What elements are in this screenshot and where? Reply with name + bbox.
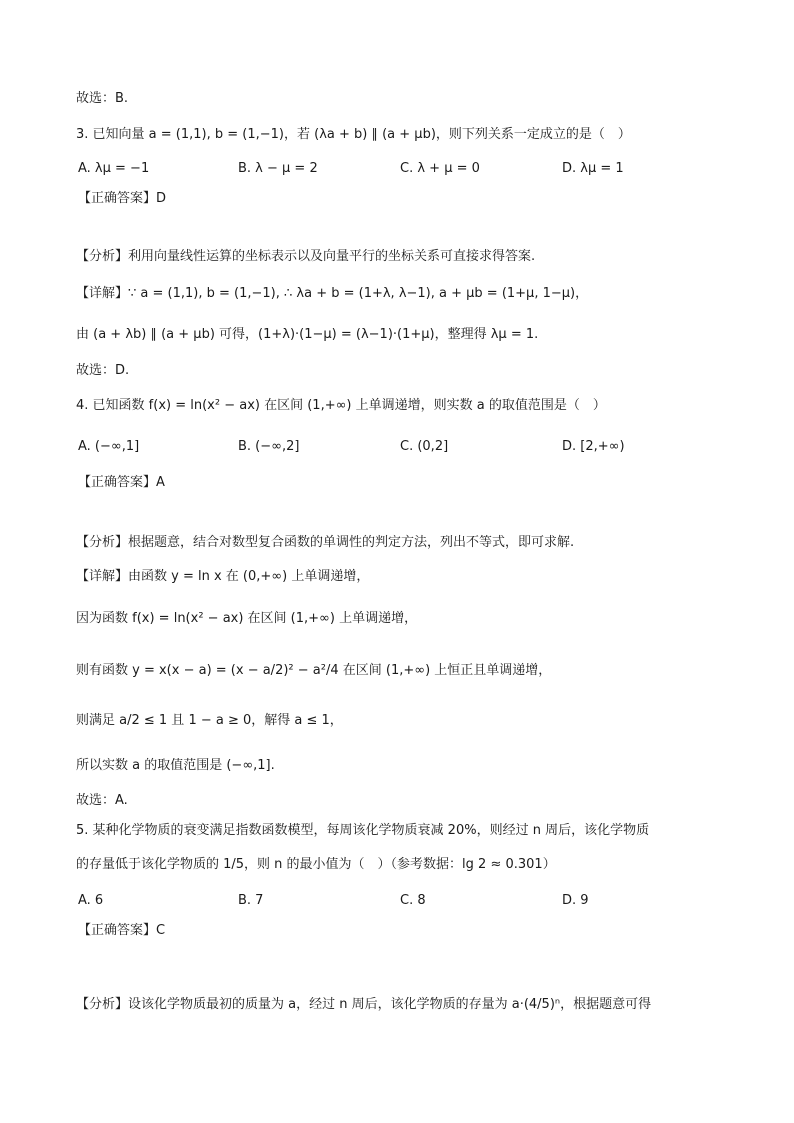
text-line: 故选：A. bbox=[76, 793, 128, 808]
option-c: C. (0,2] bbox=[400, 439, 449, 454]
option-b: B. (−∞,2] bbox=[238, 439, 300, 454]
question-3: 3. 已知向量 a = (1,1), b = (1,−1)，若 (λa + b) ∥ (a + μb)，则下列关系一定成立的是（ ） bbox=[76, 127, 631, 142]
detail: 由 (a + λb) ∥ (a + μb) 可得，(1+λ)·(1−μ) = (λ−1)·(1+μ)，整理得 λμ = 1. bbox=[76, 327, 539, 342]
detail: 【详解】由函数 y = ln x 在 (0,+∞) 上单调递增， bbox=[76, 569, 370, 584]
correct-answer: 【正确答案】A bbox=[78, 475, 165, 490]
option-a: A. λμ = −1 bbox=[78, 161, 150, 176]
detail: 所以实数 a 的取值范围是 (−∞,1]. bbox=[76, 758, 275, 773]
option-a: A. (−∞,1] bbox=[78, 439, 140, 454]
option-d: D. [2,+∞) bbox=[562, 439, 625, 454]
text-line: 故选：B. bbox=[76, 91, 129, 106]
option-c: C. λ + μ = 0 bbox=[400, 161, 480, 176]
option-a: A. 6 bbox=[78, 893, 104, 908]
analysis: 【分析】设该化学物质最初的质量为 a，经过 n 周后，该化学物质的存量为 a·(4/5)ⁿ，根据题意可得 bbox=[76, 997, 652, 1012]
option-c: C. 8 bbox=[400, 893, 426, 908]
text-line: 故选：D. bbox=[76, 363, 130, 378]
question-5: 5. 某种化学物质的衰变满足指数函数模型，每周该化学物质衰减 20%，则经过 n 周后，该化学物质 bbox=[76, 823, 650, 838]
detail: 则有函数 y = x(x − a) = (x − a/2)² − a²/4 在区间 (1,+∞) 上恒正且单调递增， bbox=[76, 663, 552, 678]
detail: 则满足 a/2 ≤ 1 且 1 − a ≥ 0，解得 a ≤ 1， bbox=[76, 713, 343, 728]
analysis: 【分析】利用向量线性运算的坐标表示以及向量平行的坐标关系可直接求得答案. bbox=[76, 249, 536, 264]
analysis: 【分析】根据题意，结合对数型复合函数的单调性的判定方法，列出不等式，即可求解. bbox=[76, 535, 575, 550]
detail: 【详解】∵ a = (1,1), b = (1,−1), ∴ λa + b = (1+λ, λ−1), a + μb = (1+μ, 1−μ)， bbox=[76, 286, 589, 301]
option-d: D. λμ = 1 bbox=[562, 161, 624, 176]
correct-answer: 【正确答案】C bbox=[78, 923, 166, 938]
question-5: 的存量低于该化学物质的 1/5，则 n 的最小值为（ ）（参考数据：lg 2 ≈ 0.301） bbox=[76, 857, 556, 872]
option-b: B. 7 bbox=[238, 893, 264, 908]
correct-answer: 【正确答案】D bbox=[78, 191, 167, 206]
detail: 因为函数 f(x) = ln(x² − ax) 在区间 (1,+∞) 上单调递增， bbox=[76, 611, 418, 626]
question-4: 4. 已知函数 f(x) = ln(x² − ax) 在区间 (1,+∞) 上单调递增，则实数 a 的取值范围是（ ） bbox=[76, 398, 606, 413]
option-d: D. 9 bbox=[562, 893, 589, 908]
option-b: B. λ − μ = 2 bbox=[238, 161, 318, 176]
